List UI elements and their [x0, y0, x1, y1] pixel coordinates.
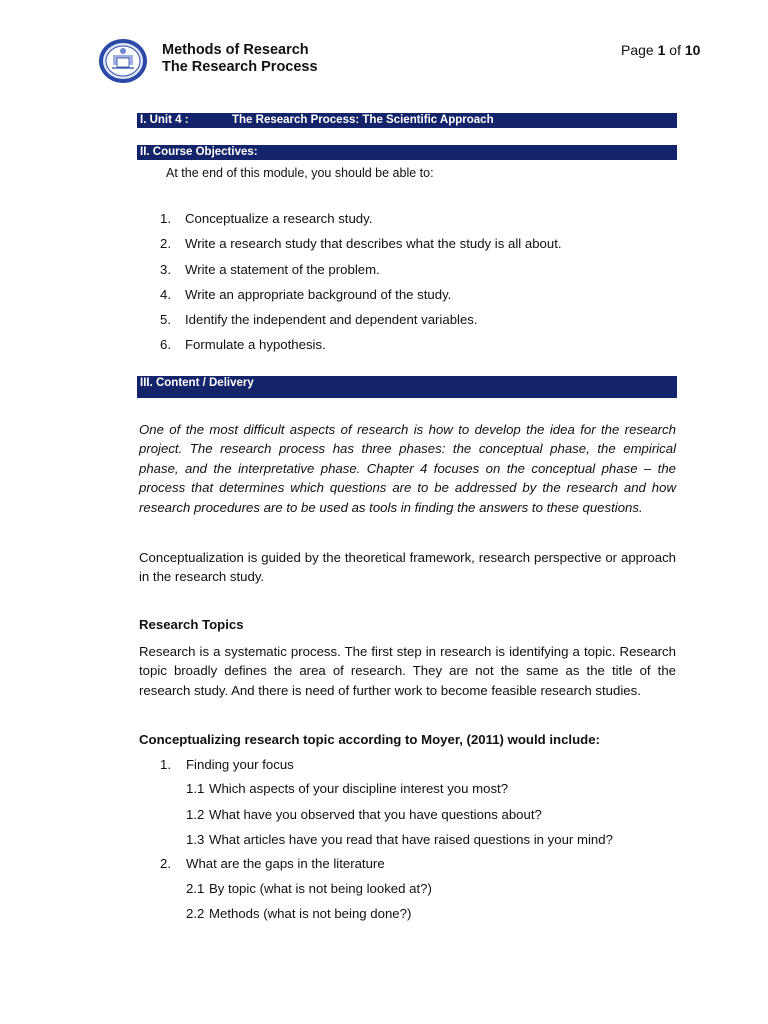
moyer-list — [140, 757, 680, 927]
objectives-label: II. Course Objectives: — [140, 146, 258, 158]
objectives-list — [140, 210, 660, 362]
unit-bar — [137, 113, 677, 128]
list-item: 2. What are the gaps in the literature — [160, 856, 385, 871]
objectives-intro: At the end of this module, you should be able to: — [166, 166, 434, 180]
page-prefix: Page — [621, 42, 654, 58]
list-item: 4. Write an appropriate background of the study. — [160, 286, 452, 302]
content-label: III. Content / Delivery — [140, 377, 254, 389]
document-subtitle: The Research Process — [162, 59, 318, 75]
page-indicator — [621, 42, 700, 58]
list-item: 2.1 By topic (what is not being looked at?) — [186, 881, 432, 896]
list-item: 3. Write a statement of the problem. — [160, 261, 380, 277]
document-title: Methods of Research — [162, 42, 309, 58]
list-item: 1. Conceptualize a research study. — [160, 211, 373, 226]
list-item: 1.2 What have you observed that you have questions about? — [186, 807, 542, 822]
list-item: 1. Finding your focus — [160, 757, 294, 772]
research-topics-heading: Research Topics — [139, 617, 244, 632]
unit-label: I. Unit 4 : — [140, 114, 189, 126]
university-seal-icon — [98, 38, 148, 84]
list-item: 6. Formulate a hypothesis. — [160, 337, 326, 353]
research-topics-paragraph: Research is a systematic process. The first step in research is identifying a topic. Research topic broadly defines the area of research. They are not the same as the title of the research study. And there is need of further work to become feasible research studies. — [139, 644, 676, 698]
moyer-heading: Conceptualizing research topic according to Moyer, (2011) would include: — [139, 732, 600, 747]
objectives-bar — [137, 145, 677, 160]
page-current: 1 — [657, 42, 666, 58]
list-item: 2. Write a research study that describes what the study is all about. — [160, 236, 562, 252]
list-item: 2.2 Methods (what is not being done?) — [186, 906, 412, 921]
unit-title: The Research Process: The Scientific Approach — [232, 114, 494, 126]
list-item: 5. Identify the independent and dependent variables. — [160, 312, 478, 328]
page-total: 10 — [684, 42, 701, 58]
page-of: of — [669, 42, 681, 58]
list-item: 1.1 Which aspects of your discipline interest you most? — [186, 781, 509, 796]
conceptualization-paragraph: Conceptualization is guided by the theoretical framework, research perspective or approach in the research study. — [139, 550, 676, 585]
content-bar — [137, 376, 677, 398]
list-item: 1.3 What articles have you read that have raised questions in your mind? — [186, 832, 613, 847]
content-intro-paragraph: One of the most difficult aspects of research is how to develop the idea for the research project. The research process has three phases: the conceptual phase, the empirical phase, and the interpretative phase. Chapter 4 focuses on the conceptual phase – the process that determines which questions are to be addressed by the research and how research procedures are to be used as tools in finding the answers to these questions. — [139, 422, 676, 515]
